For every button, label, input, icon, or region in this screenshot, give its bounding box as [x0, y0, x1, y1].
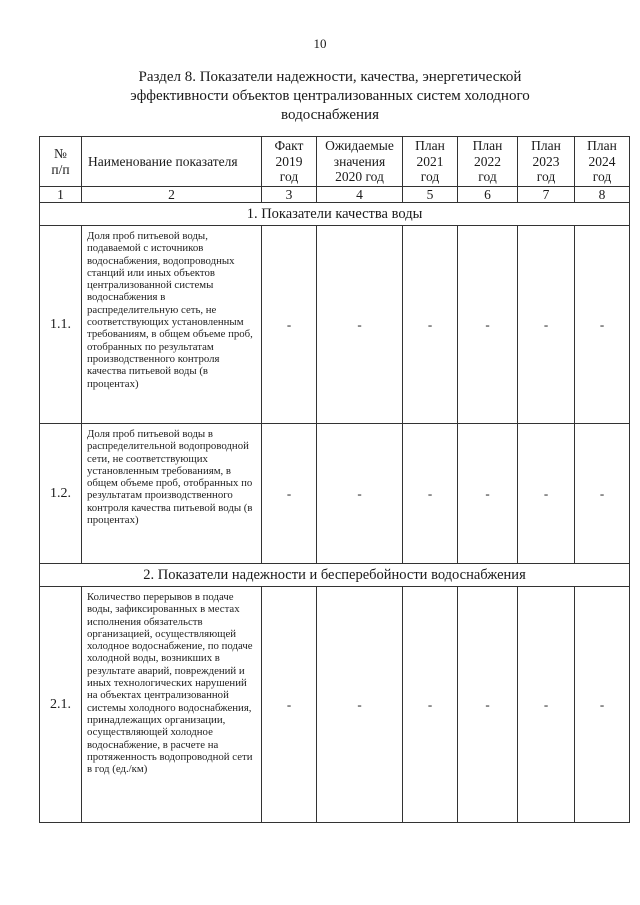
value-cell: - [575, 424, 630, 564]
column-number: 7 [518, 187, 575, 203]
value-cell: - [518, 226, 575, 424]
value-cell: - [518, 424, 575, 564]
value-cell: - [403, 424, 458, 564]
section-title-line-3: водоснабжения [281, 107, 379, 123]
header-plan-2021: План 2021 год [403, 137, 458, 187]
column-number: 6 [458, 187, 518, 203]
header-indicator-name: Наименование показателя [82, 137, 262, 187]
table-row [40, 424, 630, 564]
value-cell: - [403, 226, 458, 424]
column-number: 2 [82, 187, 262, 203]
value-cell: - [575, 226, 630, 424]
value-cell: - [317, 424, 403, 564]
value-cell: - [518, 587, 575, 823]
table-row [40, 226, 630, 424]
header-plan-2023: План 2023 год [518, 137, 575, 187]
section-heading-row [40, 203, 630, 226]
section-title-line-2: эффективности объектов централизованных систем холодного [130, 88, 530, 104]
column-number: 4 [317, 187, 403, 203]
page-number: 10 [313, 36, 327, 51]
column-number-row [40, 187, 630, 203]
value-cell: - [575, 587, 630, 823]
column-number: 1 [40, 187, 82, 203]
header-expected-2020: Ожидаемые значения 2020 год [317, 137, 403, 187]
value-cell: - [458, 424, 518, 564]
indicators-table [39, 136, 630, 823]
column-number: 8 [575, 187, 630, 203]
header-fact-2019: Факт 2019 год [262, 137, 317, 187]
section-heading-row [40, 564, 630, 587]
table-row [40, 587, 630, 823]
row-description: Доля проб питьевой воды в распределительной водопроводной сети, не соответствующих установленным требованиям, в общем объеме проб, отобранных по результатам производственного контроля качества питьевой воды (в процентах) [82, 424, 262, 564]
row-index: 1.1. [40, 226, 82, 424]
value-cell: - [458, 226, 518, 424]
value-cell: - [458, 587, 518, 823]
header-plan-2022: План 2022 год [458, 137, 518, 187]
value-cell: - [317, 226, 403, 424]
value-cell: - [317, 587, 403, 823]
column-number: 3 [262, 187, 317, 203]
value-cell: - [403, 587, 458, 823]
section-title [120, 68, 540, 125]
section-heading: 2. Показатели надежности и бесперебойности водоснабжения [40, 564, 630, 587]
row-index: 1.2. [40, 424, 82, 564]
section-heading: 1. Показатели качества воды [40, 203, 630, 226]
value-cell: - [262, 587, 317, 823]
header-number: № п/п [40, 137, 82, 187]
row-description: Доля проб питьевой воды, подаваемой с источников водоснабжения, водопроводных станций или иных объектов централизованной системы водоснабжения в распределительную сеть, не соответствующих установленным требованиям, в общем объеме проб, отобранных по результатам производственного контроля качества питьевой воды (в процентах) [82, 226, 262, 424]
row-description: Количество перерывов в подаче воды, зафиксированных в местах исполнения обязательств организацией, осуществляющей холодное водоснабжение, по подаче холодной воды, возникших в результате аварий, повреждений и иных технологических нарушений на объектах централизованной системы холодного водоснабжения, принадлежащих организации, осуществляющей холодное водоснабжение, в расчете на протяженность водопроводной сети в год (ед./км) [82, 587, 262, 823]
column-number: 5 [403, 187, 458, 203]
header-row [40, 137, 630, 187]
header-plan-2024: План 2024 год [575, 137, 630, 187]
section-title-line-1: Раздел 8. Показатели надежности, качества, энергетической [138, 69, 522, 85]
value-cell: - [262, 424, 317, 564]
row-index: 2.1. [40, 587, 82, 823]
value-cell: - [262, 226, 317, 424]
